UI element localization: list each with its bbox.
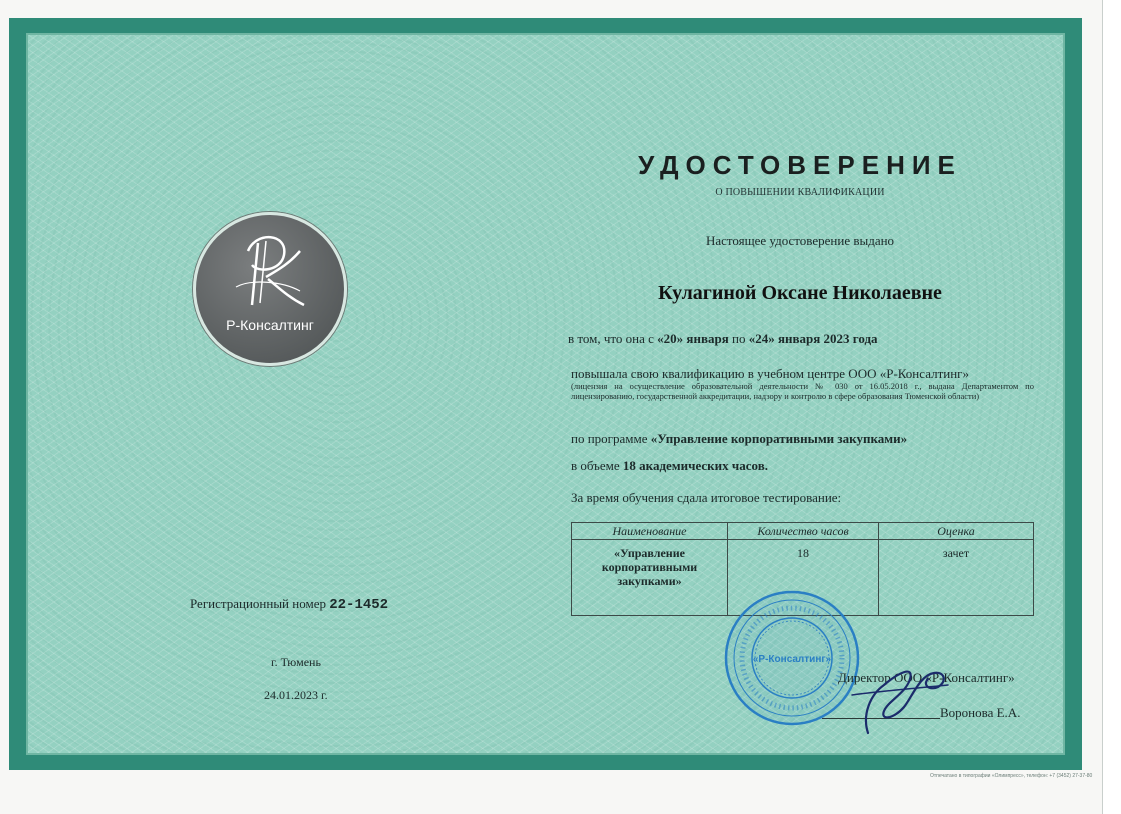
column-header-grade: Оценка	[879, 523, 1034, 540]
logo-text: Р-Консалтинг	[226, 317, 314, 333]
issued-to-label: Настоящее удостоверение выдано	[705, 233, 895, 248]
dates-prefix: в том, что она с	[568, 331, 654, 346]
course-hours-cell: 18	[728, 540, 879, 616]
registration-number	[190, 596, 388, 613]
table-header-row	[572, 523, 1034, 540]
rk-monogram-icon	[196, 221, 344, 321]
certificate-title: УДОСТОВЕРЕНИЕ	[638, 150, 962, 180]
printer-note: Отпечатано в типографии «Олимпресс», телефон: +7 (3452) 27-37-80	[930, 773, 1093, 779]
license-details: (лицензия на осуществление образовательной деятельности № 030 от 16.05.2018 г., выдана Департаментом по лицензированию, государственной аккредитации, надзору и контролю в сфере образования Тюменской области)	[571, 381, 1034, 401]
column-header-name: Наименование	[572, 523, 728, 540]
program-name: «Управление корпоративными закупками»	[650, 431, 908, 446]
end-date: «24» января 2023 года	[748, 331, 878, 346]
director-label: Директор ООО «Р-Консалтинг»	[838, 670, 1015, 685]
course-grade-cell: зачет	[879, 540, 1034, 616]
program-line	[571, 431, 907, 447]
training-dates	[568, 331, 878, 347]
testing-label: За время обучения сдала итоговое тестирование:	[571, 490, 842, 505]
issue-date: 24.01.2023 г.	[264, 688, 328, 702]
dates-middle: по	[731, 331, 746, 346]
company-logo	[193, 212, 347, 366]
certificate-subtitle: О ПОВЫШЕНИИ КВАЛИФИКАЦИИ	[715, 187, 885, 198]
issue-city: г. Тюмень	[271, 655, 321, 669]
volume-hours: 18 академических часов.	[622, 458, 768, 473]
paper-edge	[1102, 0, 1121, 814]
stamp-text: «Р-Консалтинг»	[752, 654, 832, 665]
training-statement: повышала свою квалификацию в учебном центре ООО «Р-Консалтинг»	[571, 366, 969, 381]
recipient-name: Кулагиной Оксане Николаевне	[658, 282, 942, 304]
registration-label: Регистрационный номер	[190, 596, 326, 611]
registration-value: 22-1452	[329, 597, 389, 613]
volume-prefix: в объеме	[571, 458, 620, 473]
start-date: «20» января	[657, 331, 729, 346]
volume-line	[571, 458, 768, 474]
program-prefix: по программе	[571, 431, 648, 446]
column-header-hours: Количество часов	[728, 523, 879, 540]
course-name-cell: «Управление корпоративными закупками»	[572, 540, 728, 616]
director-signature	[840, 655, 960, 740]
director-name: Воронова Е.А.	[940, 705, 1021, 720]
